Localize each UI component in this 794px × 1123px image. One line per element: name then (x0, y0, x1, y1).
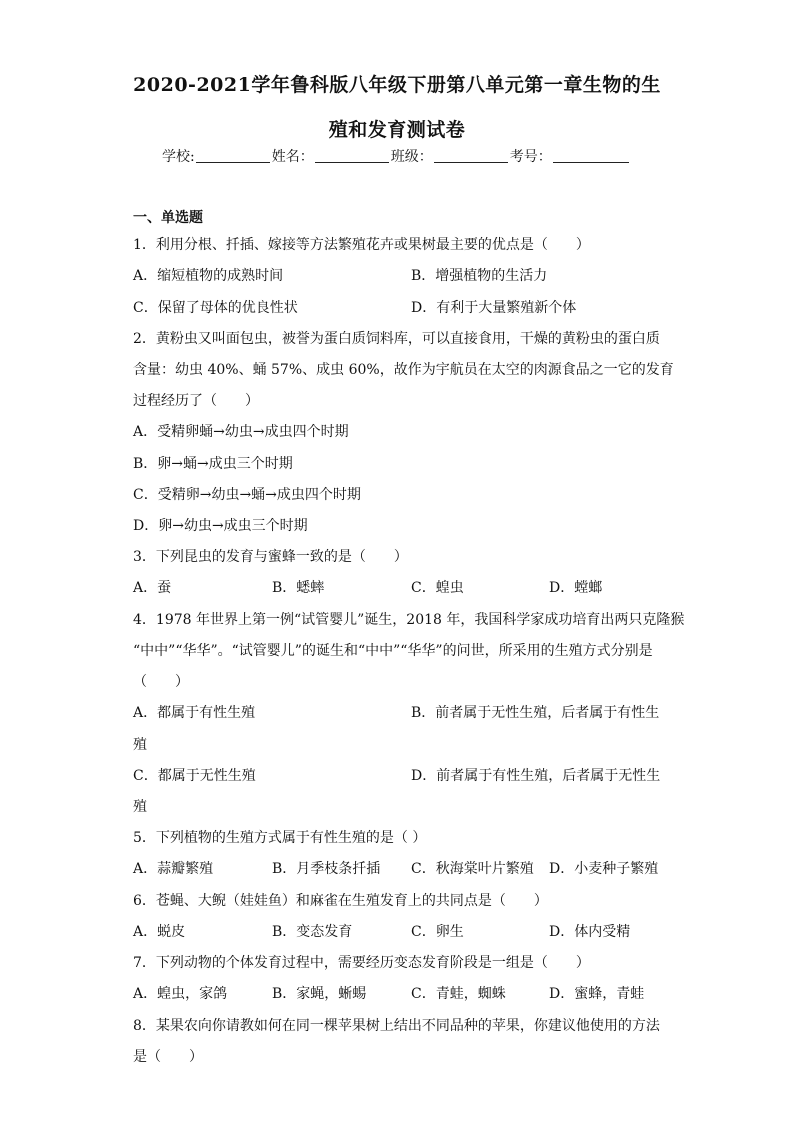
school-blank[interactable] (196, 148, 270, 163)
q2-stem-line2: 含量：幼虫 40%、蛹 57%、成虫 60%，故作为宇航员在太空的肉源食品之一它的发育 (133, 362, 674, 378)
q4-option-d: D．前者属于有性生殖，后者属于无性生 (411, 768, 661, 784)
student-info-row (162, 146, 631, 166)
q7-option-a: A．蝗虫，家鸽 (133, 986, 228, 1002)
q2-option-c: C．受精卵→幼虫→蛹→成虫四个时期 (133, 487, 361, 503)
q6-option-a: A．蜕皮 (133, 924, 186, 940)
q6-option-b: B．变态发育 (272, 924, 353, 940)
exam-title-line2: 殖和发育测试卷 (328, 119, 466, 141)
q7-option-b: B．家蝇，蜥蜴 (272, 986, 367, 1002)
q3-option-d: D．螳螂 (549, 580, 603, 596)
section-title-single-choice: 一、单选题 (133, 210, 203, 226)
q3-option-a: A．蚕 (133, 580, 172, 596)
q4-option-a: A．都属于有性生殖 (133, 705, 256, 721)
q7-option-c: C．青蛙，蜘蛛 (411, 986, 506, 1002)
exam-number-blank[interactable] (553, 148, 629, 163)
exam-title-line1: 2020-2021学年鲁科版八年级下册第八单元第一章生物的生 (133, 74, 661, 96)
q7-stem: 7．下列动物的个体发育过程中，需要经历变态发育阶段是一组是（ ） (133, 955, 590, 971)
q1-option-b: B．增强植物的生活力 (411, 268, 548, 284)
class-blank[interactable] (434, 148, 508, 163)
q5-option-c: C．秋海棠叶片繁殖 (411, 861, 534, 877)
q1-option-d: D．有利于大量繁殖新个体 (411, 300, 577, 316)
name-blank[interactable] (315, 148, 389, 163)
q4-option-b-wrap: 殖 (133, 737, 147, 753)
q6-option-c: C．卵生 (411, 924, 464, 940)
q2-option-a: A．受精卵蛹→幼虫→成虫四个时期 (133, 424, 349, 440)
q1-option-a: A．缩短植物的成熟时间 (133, 268, 284, 284)
q2-option-d: D．卵→幼虫→成虫三个时期 (133, 518, 308, 534)
q5-stem: 5．下列植物的生殖方式属于有性生殖的是（ ） (133, 830, 427, 846)
q4-stem-line3: （ ） (133, 674, 189, 690)
exam-number-label: 考号： (509, 149, 552, 165)
q3-stem: 3．下列昆虫的发育与蜜蜂一致的是（ ） (133, 549, 408, 565)
school-label: 学校: (162, 149, 195, 165)
q7-option-d: D．蜜蜂，青蛙 (549, 986, 645, 1002)
q6-stem: 6．苍蝇、大鲵（娃娃鱼）和麻雀在生殖发育上的共同点是（ ） (133, 893, 548, 909)
name-label: 姓名： (271, 149, 314, 165)
q5-option-b: B．月季枝条扦插 (272, 861, 381, 877)
q3-option-b: B．蟋蟀 (272, 580, 325, 596)
q3-option-c: C．蝗虫 (411, 580, 464, 596)
q4-option-b: B．前者属于无性生殖，后者属于有性生 (411, 705, 660, 721)
class-label: 班级： (390, 149, 433, 165)
q4-option-c: C．都属于无性生殖 (133, 768, 256, 784)
q8-stem-line2: 是（ ） (133, 1049, 203, 1065)
q2-stem-line1: 2．黄粉虫又叫面包虫，被誉为蛋白质饲料库，可以直接食用，干燥的黄粉虫的蛋白质 (133, 331, 660, 347)
q4-option-d-wrap: 殖 (133, 799, 147, 815)
q2-stem-line3: 过程经历了（ ） (133, 393, 259, 409)
q1-option-c: C．保留了母体的优良性状 (133, 300, 298, 316)
q2-option-b: B．卵→蛹→成虫三个时期 (133, 456, 293, 472)
q5-option-a: A．蒜瓣繁殖 (133, 861, 214, 877)
q4-stem-line2: “中中”“华华”。“试管婴儿”的诞生和“中中”“华华”的问世，所采用的生殖方式分别是 (133, 643, 653, 659)
q4-stem-line1: 4．1978 年世界上第一例“试管婴儿”诞生，2018 年，我国科学家成功培育出两只克隆猴 (133, 612, 685, 628)
q8-stem-line1: 8．某果农向你请教如何在同一棵苹果树上结出不同品种的苹果，你建议他使用的方法 (133, 1018, 660, 1034)
q5-option-d: D．小麦种子繁殖 (549, 861, 659, 877)
q1-stem: 1．利用分根、扦插、嫁接等方法繁殖花卉或果树最主要的优点是（ ） (133, 237, 590, 253)
q6-option-d: D．体内受精 (549, 924, 631, 940)
